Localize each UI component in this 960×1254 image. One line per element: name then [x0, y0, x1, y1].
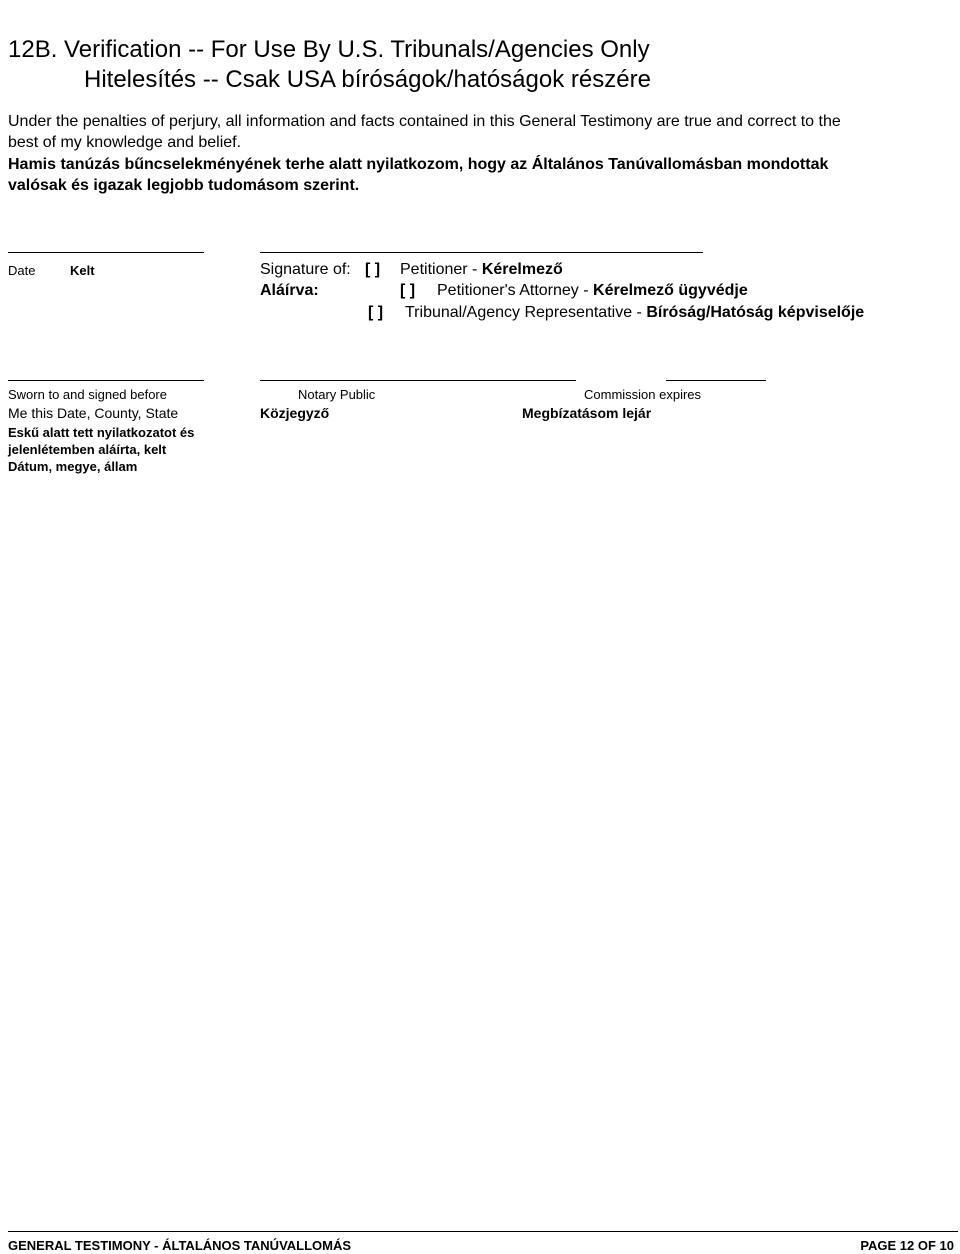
footer-rule — [8, 1231, 958, 1232]
option-attorney — [437, 282, 748, 300]
signature-line[interactable] — [260, 252, 703, 253]
sworn-label-hu-3: Dátum, megye, állam — [8, 459, 138, 474]
commission-label: Commission expires — [584, 387, 702, 402]
notary-label-hu: Közjegyző — [260, 405, 330, 421]
section-title-hu: Hitelesítés -- Csak USA bíróságok/hatóságok részére — [84, 66, 651, 93]
notary-label: Notary Public — [298, 387, 376, 402]
commission-line[interactable] — [666, 380, 766, 381]
sworn-label-hu-2: jelenlétemben aláírta, kelt — [8, 442, 167, 457]
option-petitioner — [400, 261, 563, 279]
statement-en-line1: Under the penalties of perjury, all information and facts contained in this General Testimony are true and correct to the — [8, 113, 841, 130]
statement-hu-line2: valósak és igazak legjobb tudomásom szerint. — [8, 177, 360, 194]
signature-label-hu: Aláírva: — [260, 282, 319, 299]
notary-line[interactable] — [260, 380, 576, 381]
option-attorney-en: Petitioner's Attorney - — [437, 282, 594, 299]
commission-label-hu: Megbízatásom lejár — [522, 405, 652, 421]
sworn-label-en-2: Me this Date, County, State — [8, 405, 179, 421]
date-label: Date — [8, 263, 36, 278]
option-attorney-hu: Kérelmező ügyvédje — [593, 282, 748, 299]
sworn-label-hu-1: Eskű alatt tett nyilatkozatot és — [8, 425, 195, 440]
sworn-line[interactable] — [8, 380, 204, 381]
sworn-label-en-1: Sworn to and signed before — [8, 387, 167, 402]
date-signature-line[interactable] — [8, 252, 204, 253]
option-representative-en: Tribunal/Agency Representative - — [405, 304, 647, 321]
attorney-checkbox[interactable]: [ ] — [400, 282, 416, 299]
representative-checkbox[interactable]: [ ] — [368, 304, 384, 321]
option-representative-hu: Bíróság/Hatóság képviselője — [646, 304, 865, 321]
option-representative — [405, 304, 864, 322]
statement-hu-line1: Hamis tanúzás bűncselekményének terhe alatt nyilatkozom, hogy az Általános Tanúvallomásban mondottak — [8, 156, 829, 173]
page-number: PAGE 12 OF 10 — [860, 1238, 954, 1253]
footer-title: GENERAL TESTIMONY - ÁLTALÁNOS TANÚVALLOMÁS — [8, 1238, 352, 1253]
section-title-en: 12B. Verification -- For Use By U.S. Tribunals/Agencies Only — [8, 36, 650, 63]
option-petitioner-en: Petitioner - — [400, 261, 482, 278]
statement-en-line2: best of my knowledge and belief. — [8, 134, 242, 151]
date-label-hu: Kelt — [70, 263, 95, 278]
signature-of-label: Signature of: — [260, 261, 351, 278]
petitioner-checkbox[interactable]: [ ] — [365, 261, 381, 278]
option-petitioner-hu: Kérelmező — [481, 261, 563, 278]
